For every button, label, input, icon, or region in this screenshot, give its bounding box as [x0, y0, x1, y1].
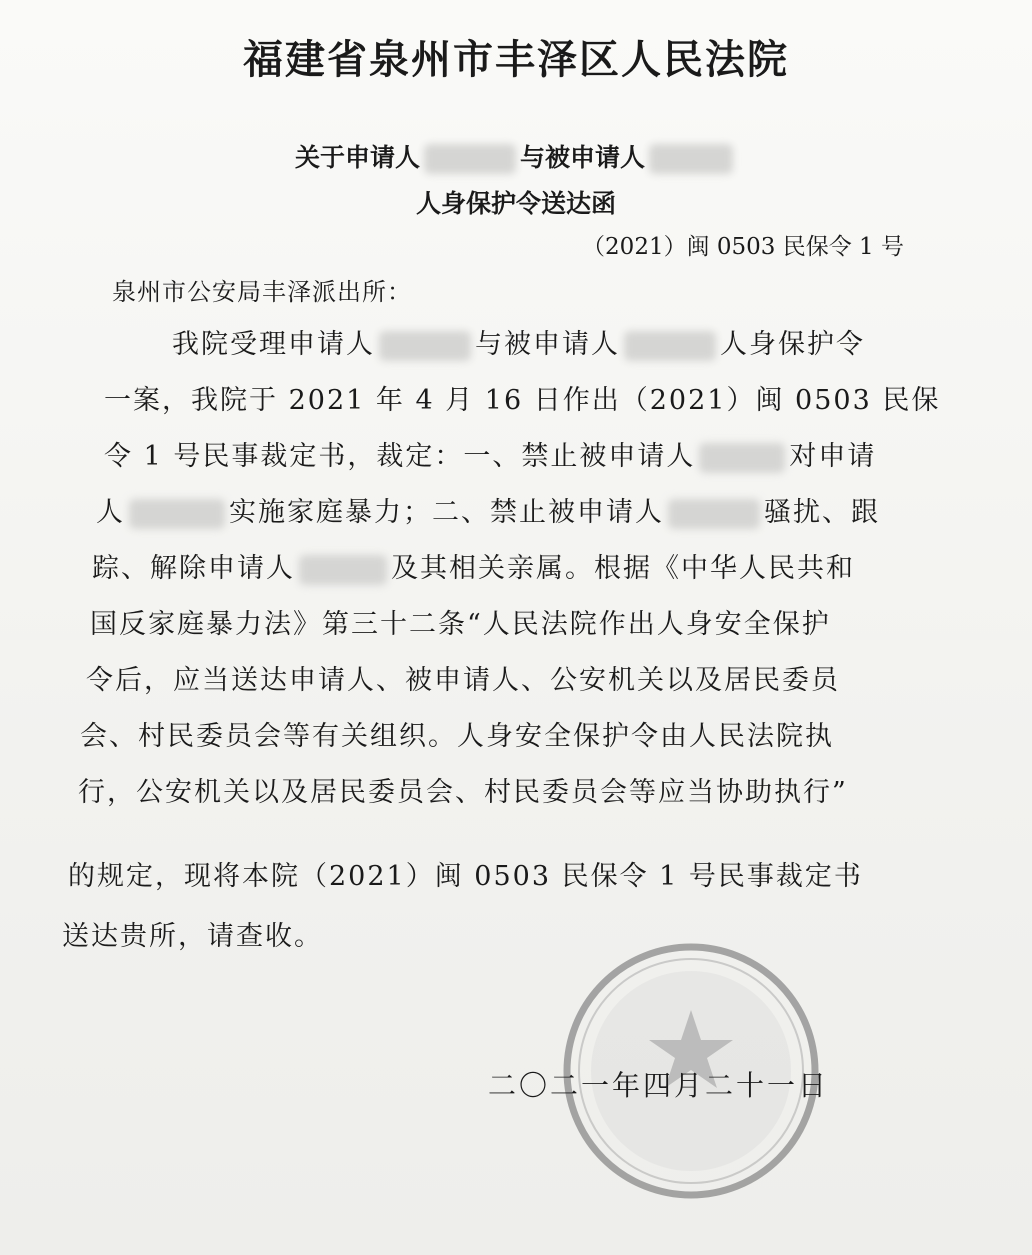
body-line: 送达贵所，请查收。: [62, 921, 323, 952]
body-line: 国反家庭暴力法》第三十二条“人民法院作出人身安全保护: [90, 609, 831, 640]
body-text: 实施家庭暴力；二、禁止被申请人: [229, 497, 664, 528]
body-line: [92, 546, 855, 585]
redacted-name: [129, 499, 225, 529]
body-line: 令后，应当送达申请人、被申请人、公安机关以及居民委员: [86, 665, 840, 696]
redacted-name: [668, 499, 760, 529]
body-line: 行，公安机关以及居民委员会、村民委员会等应当协助执行”: [78, 777, 848, 808]
body-line: [172, 322, 865, 361]
case-number: （2021）闽 0503 民保令 1 号: [582, 234, 904, 260]
body-text: 及其相关亲属。根据《中华人民共和: [391, 553, 855, 584]
body-line: 一案，我院于 2021 年 4 月 16 日作出（2021）闽 0503 民保: [104, 385, 941, 416]
body-line: 的规定，现将本院（2021）闽 0503 民保令 1 号民事裁定书: [68, 861, 863, 892]
recipient: 泉州市公安局丰泽派出所：: [112, 278, 412, 306]
redacted-name: [379, 331, 471, 361]
redacted-name: [699, 443, 785, 473]
body-line: [104, 434, 876, 473]
subject-line-2: 人身保护令送达函: [415, 189, 616, 218]
body-text: 人: [96, 497, 125, 528]
body-line: 会、村民委员会等有关组织。人身安全保护令由人民法院执: [80, 721, 834, 752]
court-name: 福建省泉州市丰泽区人民法院: [243, 37, 789, 83]
body-line: [96, 490, 880, 529]
body-text: 令 1 号民事裁定书，裁定：一、禁止被申请人: [104, 441, 696, 472]
body-text: 骚扰、跟: [764, 497, 880, 528]
subject-prefix: 关于申请人: [294, 143, 420, 172]
body-text: 踪、解除申请人: [92, 553, 295, 584]
subject-mid: 与被申请人: [520, 143, 646, 172]
issue-date: 二〇二一年四月二十一日: [488, 1069, 830, 1102]
body-text: 我院受理申请人: [172, 329, 375, 360]
redacted-name: [424, 144, 516, 174]
redacted-name: [624, 331, 716, 361]
redacted-name: [649, 144, 733, 174]
redacted-name: [299, 555, 387, 585]
body-text: 对申请: [789, 441, 877, 472]
body-text: 与被申请人: [475, 329, 620, 360]
subject-line-1: [0, 138, 1032, 174]
body-text: 人身保护令: [720, 329, 865, 360]
